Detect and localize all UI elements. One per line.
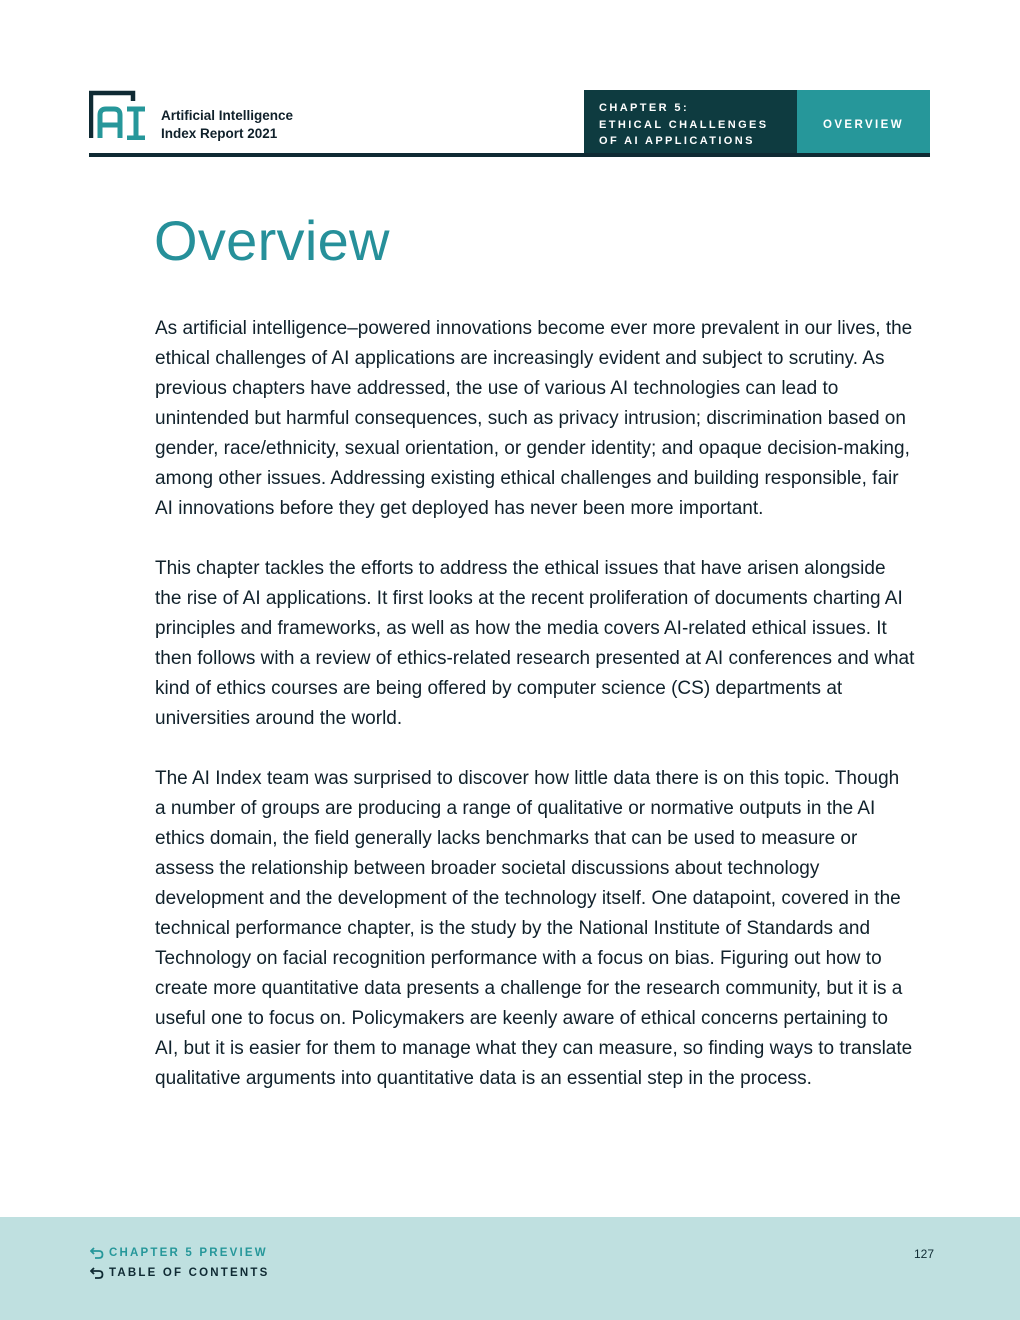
report-brand (161, 107, 293, 143)
page-title: Overview (154, 209, 390, 272)
paragraph-1: As artificial intelligence–powered innovations become ever more prevalent in our lives, the ethical challenges of AI applications are increasingly evident and subject to scrutiny. As previous chapters have addressed, the use of various AI technologies can lead to unintended but harmful consequences, such as privacy intrusion; discrimination based on gender, race/ethnicity, sexual orientation, or gender identity; and opaque decision-making, among other issues. Addressing existing ethical challenges and building responsible, fair AI innovations before they get deployed has never been more important. (155, 318, 913, 519)
chapter-preview-link[interactable] (90, 1247, 268, 1259)
chapter-line-2: ETHICAL CHALLENGES (599, 118, 769, 131)
paragraph-3: The AI Index team was surprised to discover how little data there is on this topic. Though a number of groups are producing a range of qualitative or normative outputs in the AI ethics domain, the field generally lacks benchmarks that can be used to measure or assess the relationship between broader societal discussions about technology development and the development of the technology itself. One datapoint, covered in the technical performance chapter, is the study by the National Institute of Standards and Technology on facial recognition performance with a focus on bias. Figuring out how to create more quantitative data presents a challenge for the research community, but it is a useful one to focus on. Policymakers are keenly aware of ethical concerns pertaining to AI, but it is easier for them to manage what they can measure, so finding ways to translate qualitative arguments into quantitative data is an essential step in the process. (155, 768, 913, 1089)
return-arrow-icon (90, 1247, 104, 1259)
return-arrow-icon (90, 1267, 104, 1279)
paragraph-2: This chapter tackles the efforts to address the ethical issues that have arisen alongside the rise of AI applications. It first looks at the recent proliferation of documents charting AI principles and frameworks, as well as how the media covers AI-related ethical issues. It then follows with a review of ethics-related research presented at AI conferences and what kind of ethics courses are being offered by computer science (CS) departments at universities around the world. (155, 558, 915, 729)
tab-overview[interactable]: OVERVIEW (797, 90, 930, 153)
ai-index-logo-icon (89, 90, 147, 140)
chapter-heading-box[interactable] (584, 90, 797, 153)
brand-line-2: Index Report 2021 (161, 126, 278, 141)
chapter-line-3: OF AI APPLICATIONS (599, 135, 755, 147)
header-divider (89, 153, 930, 157)
table-of-contents-label: TABLE OF CONTENTS (109, 1267, 270, 1279)
table-of-contents-link[interactable] (90, 1267, 270, 1279)
chapter-line-1: CHAPTER 5: (599, 102, 690, 114)
body-text (155, 314, 915, 1094)
chapter-preview-label: CHAPTER 5 PREVIEW (109, 1247, 268, 1259)
brand-line-1: Artificial Intelligence (161, 108, 294, 123)
page-number: 127 (913, 1247, 934, 1261)
